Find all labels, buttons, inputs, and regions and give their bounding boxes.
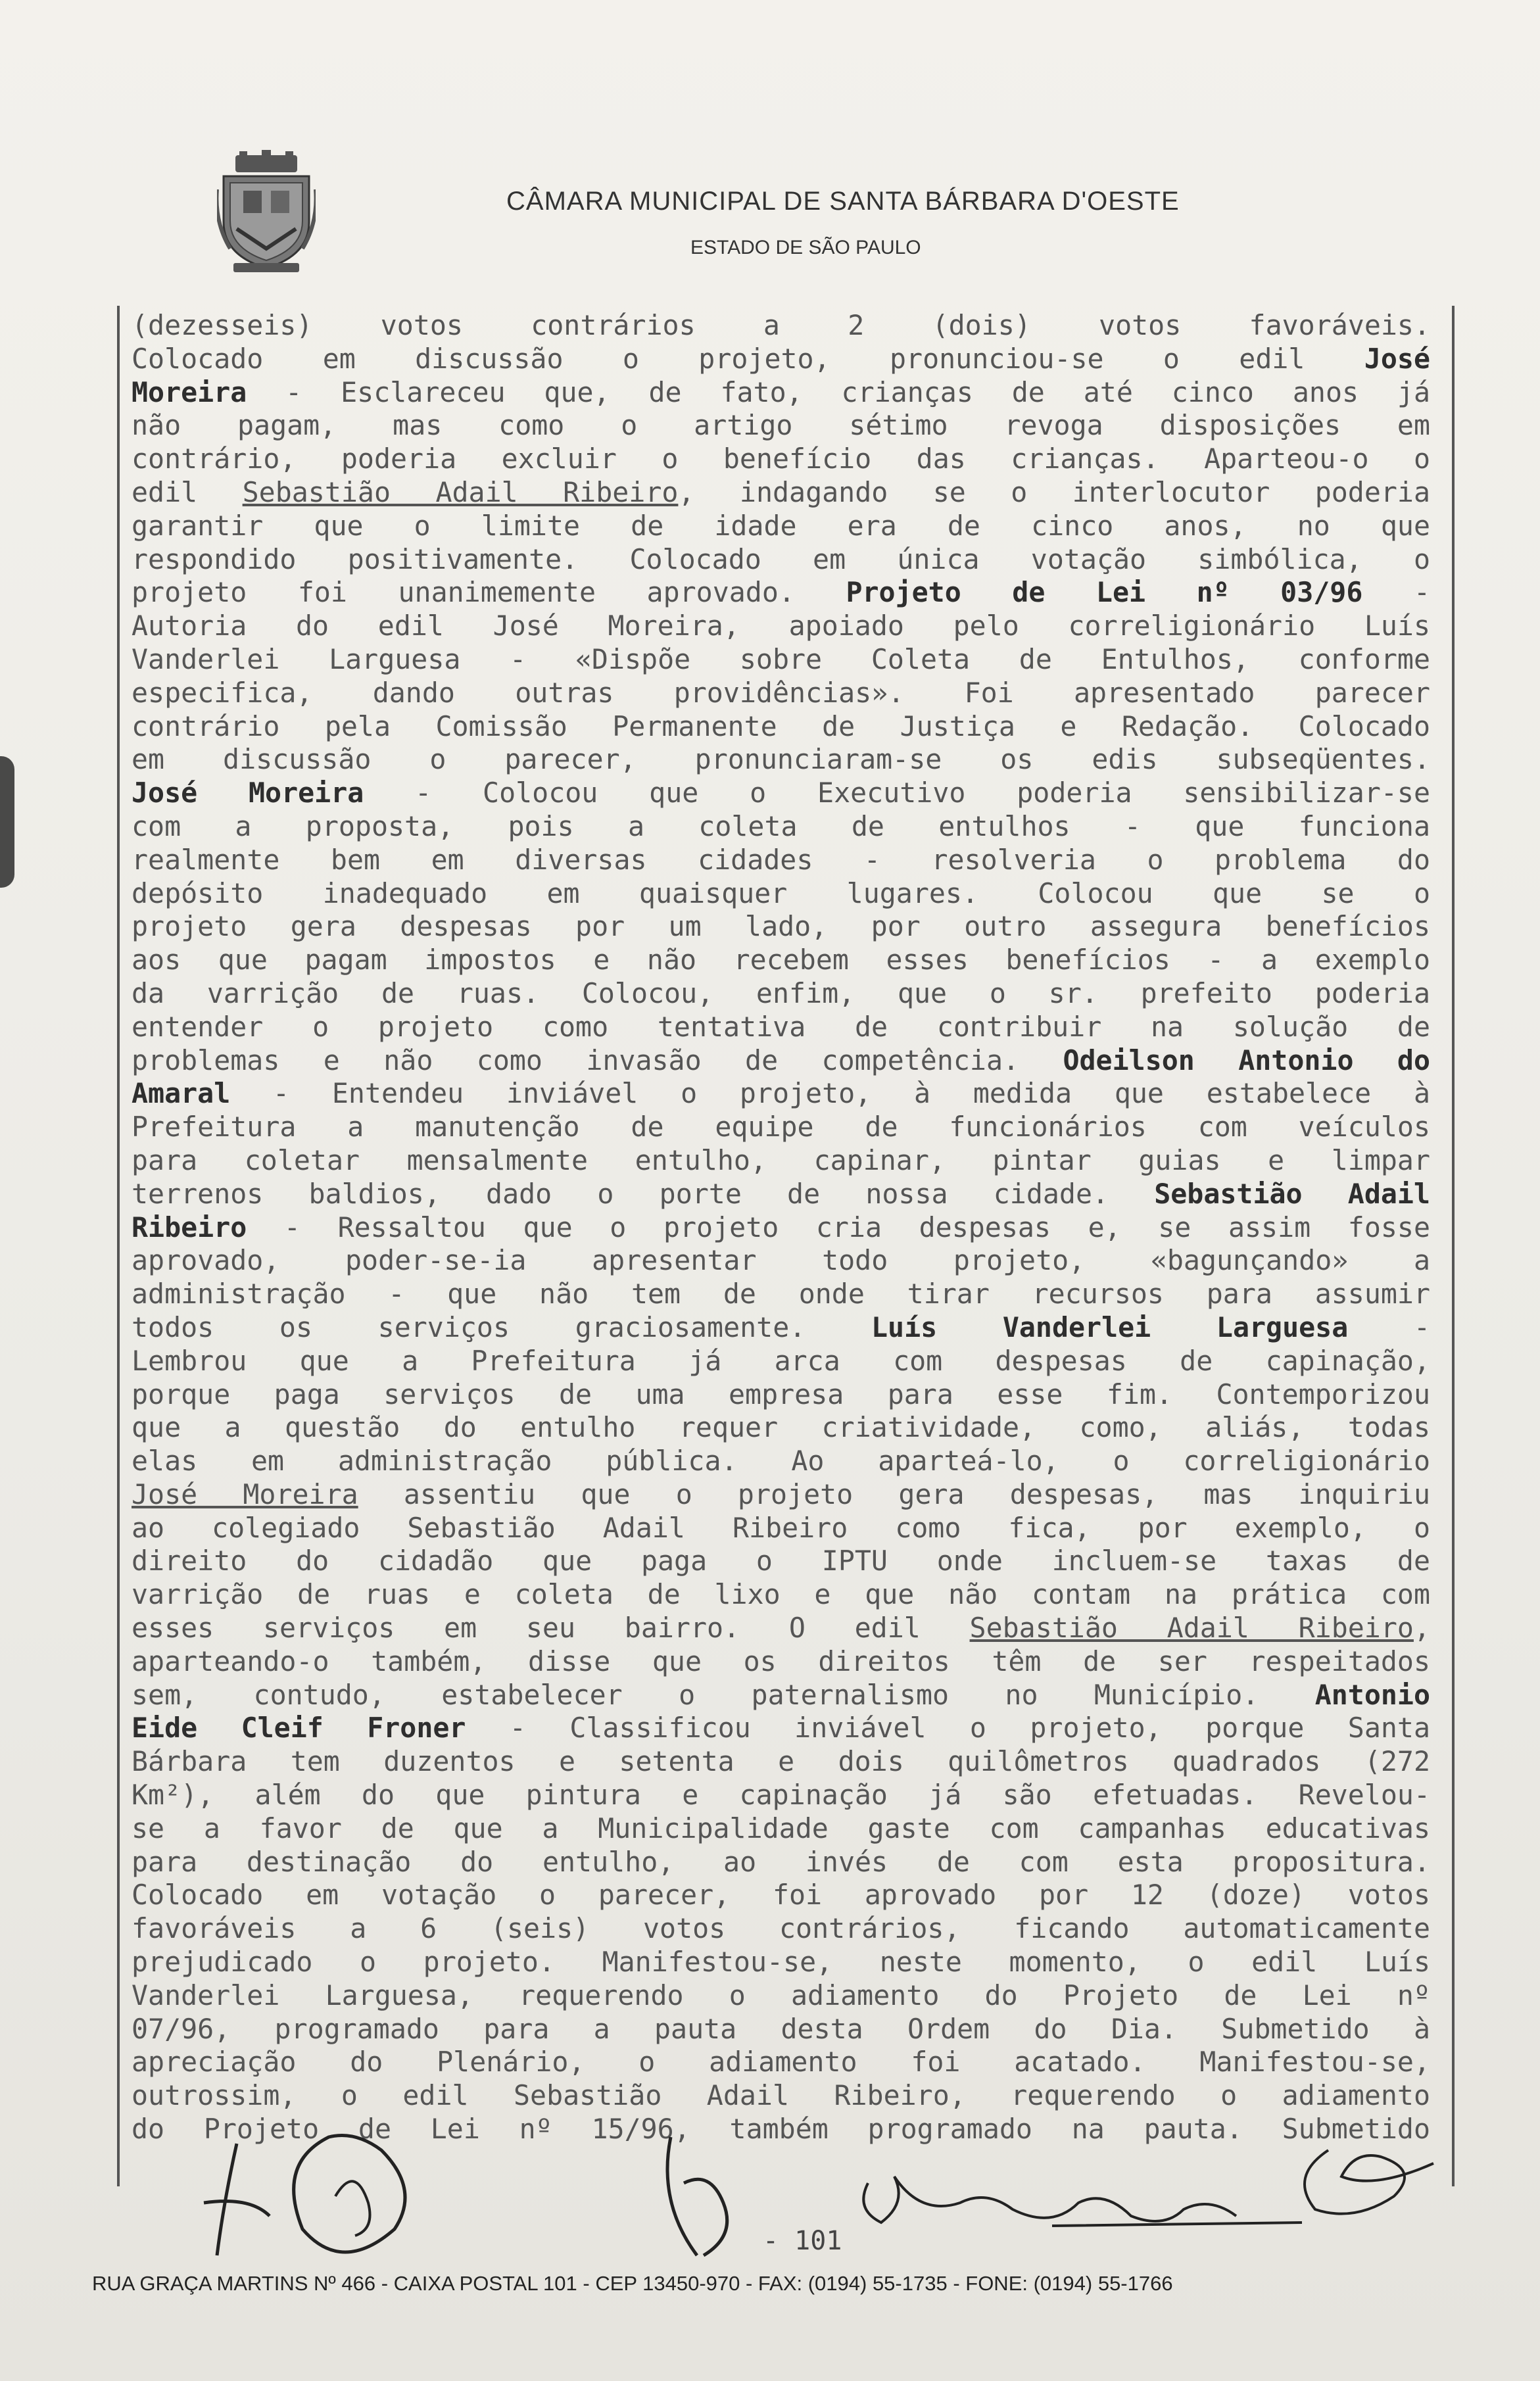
text-segment: -: [1348, 1311, 1430, 1343]
text-segment: - Colocou que o Executivo poderia sensibilizar-se: [364, 777, 1430, 809]
text-line: [132, 1011, 1430, 1044]
municipal-crest-icon: [217, 150, 316, 275]
text-segment: Vanderlei Larguesa, requerendo o adiamento do Projeto de Lei nº: [132, 1979, 1430, 2011]
text-line: [132, 1077, 1430, 1111]
speaker-name: Amaral: [132, 1077, 231, 1110]
text-segment: Lembrou que a Prefeitura já arca com despesas de capinação,: [132, 1344, 1430, 1377]
text-line: [132, 2013, 1430, 2046]
text-line: [132, 1211, 1430, 1245]
text-line: [132, 1679, 1430, 1712]
text-line: [132, 1044, 1430, 1078]
speaker-name: Projeto de Lei nº 03/96: [846, 576, 1363, 609]
text-line: [132, 1411, 1430, 1445]
page-number: - 101: [763, 2226, 842, 2256]
text-segment: contrário, poderia excluir o benefício das crianças. Aparteou-o o: [132, 443, 1430, 475]
text-segment: aos que pagam impostos e não recebem esses benefícios - a exemplo: [132, 944, 1430, 976]
text-segment: aparteando-o também, disse que os direitos têm de ser respeitados: [132, 1645, 1430, 1677]
underlined-name: Sebastião Adail Ribeiro: [969, 1612, 1414, 1645]
text-line: [132, 1745, 1430, 1779]
text-line: [132, 1712, 1430, 1745]
text-segment: ,: [1413, 1612, 1430, 1645]
handwritten-signatures-icon: [197, 2124, 1480, 2288]
text-segment: se a favor de que a Municipalidade gaste com campanhas educativas: [132, 1812, 1430, 1844]
text-segment: contrário pela Comissão Permanente de Justiça e Redação. Colocado: [132, 709, 1430, 742]
text-line: [132, 1846, 1430, 1879]
text-line: [132, 1311, 1430, 1345]
text-segment: especifica, dando outras providências». Foi apresentado parecer: [132, 676, 1430, 709]
text-segment: varrição de ruas e coleta de lixo e que não contam na prática com: [132, 1578, 1430, 1611]
speaker-name: Eide Cleif Froner: [132, 1712, 466, 1744]
text-line: [132, 1578, 1430, 1612]
text-line: [132, 1278, 1430, 1311]
text-line: [132, 1612, 1430, 1645]
text-segment: depósito inadequado em quaisquer lugares. Colocou que se o: [132, 877, 1430, 909]
text-segment: edil: [132, 475, 243, 508]
text-segment: não pagam, mas como o artigo sétimo revoga disposições em: [132, 409, 1430, 442]
text-segment: outrossim, o edil Sebastião Adail Ribeiro, requerendo o adiamento: [132, 2079, 1430, 2112]
text-line: [132, 543, 1430, 577]
scan-edge-shadow: [0, 756, 14, 888]
speaker-name: Luís Vanderlei Larguesa: [871, 1311, 1349, 1343]
text-segment: projeto foi unanimemente aprovado.: [132, 576, 846, 609]
text-line: [132, 877, 1430, 911]
text-line: [132, 1645, 1430, 1679]
text-segment: entender o projeto como tentativa de contribuir na solução de: [132, 1010, 1430, 1043]
text-line: [132, 677, 1430, 710]
text-line: [132, 476, 1430, 510]
text-segment: da varrição de ruas. Colocou, enfim, que o sr. prefeito poderia: [132, 976, 1430, 1009]
text-segment: com a proposta, pois a coleta de entulhos - que funciona: [132, 809, 1430, 842]
text-segment: para destinação do entulho, ao invés de com esta propositura.: [132, 1845, 1430, 1878]
text-line: [132, 610, 1430, 643]
text-line: [132, 1879, 1430, 1912]
text-line: [132, 977, 1430, 1011]
text-segment: projeto gera despesas por um lado, por outro assegura benefícios: [132, 910, 1430, 943]
text-segment: ao colegiado Sebastião Adail Ribeiro como fica, por exemplo, o: [132, 1511, 1430, 1544]
text-segment: todos os serviços graciosamente.: [132, 1311, 871, 1343]
text-segment: prejudicado o projeto. Manifestou-se, neste momento, o edil Luís: [132, 1946, 1430, 1979]
text-segment: 07/96, programado para a pauta desta Ordem do Dia. Submetido à: [132, 2012, 1430, 2045]
text-segment: Bárbara tem duzentos e setenta e dois quilômetros quadrados (272: [132, 1745, 1430, 1778]
speaker-name: Antonio: [1314, 1678, 1430, 1711]
text-line: [132, 376, 1430, 410]
footer-address: RUA GRAÇA MARTINS Nº 466 - CAIXA POSTAL 101 - CEP 13450-970 - FAX: (0194) 55-1735 - FONE: (0194) 55-1766: [92, 2272, 1173, 2295]
text-segment: do Projeto de Lei nº 15/96, também programado na pauta. Submetido: [132, 2113, 1430, 2146]
text-segment: Prefeitura a manutenção de equipe de funcionários com veículos: [132, 1111, 1430, 1143]
header-subtitle: ESTADO DE SÃO PAULO: [690, 237, 921, 258]
underlined-name: José Moreira: [132, 1478, 358, 1510]
text-segment: aprovado, poder-se-ia apresentar todo projeto, «bagunçando» a: [132, 1244, 1430, 1277]
text-segment: favoráveis a 6 (seis) votos contrários, ficando automaticamente: [132, 1912, 1430, 1945]
right-margin-rule: [1452, 306, 1455, 2186]
text-line: [132, 944, 1430, 977]
text-segment: esses serviços em seu bairro. O edil: [132, 1612, 970, 1645]
text-line: [132, 1779, 1430, 1812]
text-segment: elas em administração pública. Ao aparteá-lo, o correligionário: [132, 1445, 1430, 1478]
text-line: [132, 710, 1430, 744]
text-segment: Colocado em votação o parecer, foi aprovado por 12 (doze) votos: [132, 1879, 1430, 1912]
text-segment: garantir que o limite de idade era de cinco anos, no que: [132, 509, 1430, 542]
text-segment: respondido positivamente. Colocado em única votação simbólica, o: [132, 542, 1430, 575]
text-segment: que a questão do entulho requer criatividade, como, aliás, todas: [132, 1411, 1430, 1444]
text-segment: - Classificou inviável o projeto, porque Santa: [466, 1712, 1430, 1744]
text-line: [132, 343, 1430, 376]
text-segment: Autoria do edil José Moreira, apoiado pelo correligionário Luís: [132, 610, 1430, 642]
text-line: [132, 510, 1430, 543]
text-segment: sem, contudo, estabelecer o paternalismo no Município.: [132, 1678, 1315, 1711]
text-segment: , indagando se o interlocutor poderia: [678, 475, 1430, 508]
text-line: [132, 1144, 1430, 1178]
text-line: [132, 743, 1430, 777]
text-line: [132, 1946, 1430, 1979]
text-segment: Vanderlei Larguesa - «Dispõe sobre Coleta de Entulhos, conforme: [132, 642, 1430, 675]
text-segment: Colocado em discussão o projeto, pronunciou-se o edil: [132, 342, 1364, 375]
text-segment: para coletar mensalmente entulho, capinar, pintar guias e limpar: [132, 1143, 1430, 1176]
text-line: [132, 810, 1430, 844]
text-line: [132, 409, 1430, 443]
text-segment: realmente bem em diversas cidades - resolveria o problema do: [132, 843, 1430, 876]
minutes-body-text: [132, 309, 1430, 2146]
text-segment: - Entendeu inviável o projeto, à medida que estabelece à: [230, 1077, 1430, 1110]
text-line: [132, 443, 1430, 476]
speaker-name: José: [1364, 342, 1430, 375]
text-segment: - Esclareceu que, de fato, crianças de até cinco anos já: [247, 375, 1430, 408]
speaker-name: Ribeiro: [132, 1211, 247, 1243]
speaker-name: Moreira: [132, 375, 247, 408]
text-line: [132, 1512, 1430, 1545]
left-margin-rule: [117, 306, 120, 2186]
text-line: [132, 777, 1430, 810]
underlined-name: Sebastião Adail Ribeiro: [242, 475, 679, 508]
text-line: [132, 576, 1430, 610]
text-line: [132, 1345, 1430, 1378]
speaker-name: Sebastião Adail: [1154, 1177, 1430, 1210]
text-segment: (dezesseis) votos contrários a 2 (dois) votos favoráveis.: [132, 309, 1430, 341]
text-line: [132, 1445, 1430, 1478]
text-line: [132, 1912, 1430, 1946]
text-segment: porque paga serviços de uma empresa para esse fim. Contemporizou: [132, 1378, 1430, 1410]
speaker-name: Odeilson Antonio do: [1063, 1044, 1430, 1076]
text-line: [132, 910, 1430, 944]
text-segment: em discussão o parecer, pronunciaram-se os edis subseqüentes.: [132, 743, 1430, 776]
text-line: [132, 1545, 1430, 1578]
text-line: [132, 1478, 1430, 1512]
text-line: [132, 643, 1430, 677]
text-line: [132, 309, 1430, 343]
text-line: [132, 1178, 1430, 1211]
text-segment: assentiu que o projeto gera despesas, mas inquiriu: [358, 1478, 1430, 1510]
speaker-name: José Moreira: [132, 777, 364, 809]
text-segment: terrenos baldios, dado o porte de nossa cidade.: [132, 1177, 1155, 1210]
text-line: [132, 1812, 1430, 1846]
text-line: [132, 1979, 1430, 2013]
text-line: [132, 1378, 1430, 1412]
text-line: [132, 844, 1430, 877]
text-line: [132, 1111, 1430, 1144]
header-title: CÂMARA MUNICIPAL DE SANTA BÁRBARA D'OESTE: [506, 187, 1180, 216]
text-segment: direito do cidadão que paga o IPTU onde incluem-se taxas de: [132, 1545, 1430, 1577]
text-segment: problemas e não como invasão de competência.: [132, 1044, 1063, 1076]
text-segment: Km²), além do que pintura e capinação já são efetuadas. Revelou-: [132, 1779, 1430, 1812]
text-line: [132, 2046, 1430, 2079]
text-line: [132, 2079, 1430, 2113]
text-segment: -: [1362, 576, 1430, 609]
text-segment: - Ressaltou que o projeto cria despesas e, se assim fosse: [247, 1211, 1430, 1243]
text-segment: apreciação do Plenário, o adiamento foi acatado. Manifestou-se,: [132, 2046, 1430, 2079]
text-segment: administração - que não tem de onde tirar recursos para assumir: [132, 1278, 1430, 1311]
text-line: [132, 1244, 1430, 1278]
